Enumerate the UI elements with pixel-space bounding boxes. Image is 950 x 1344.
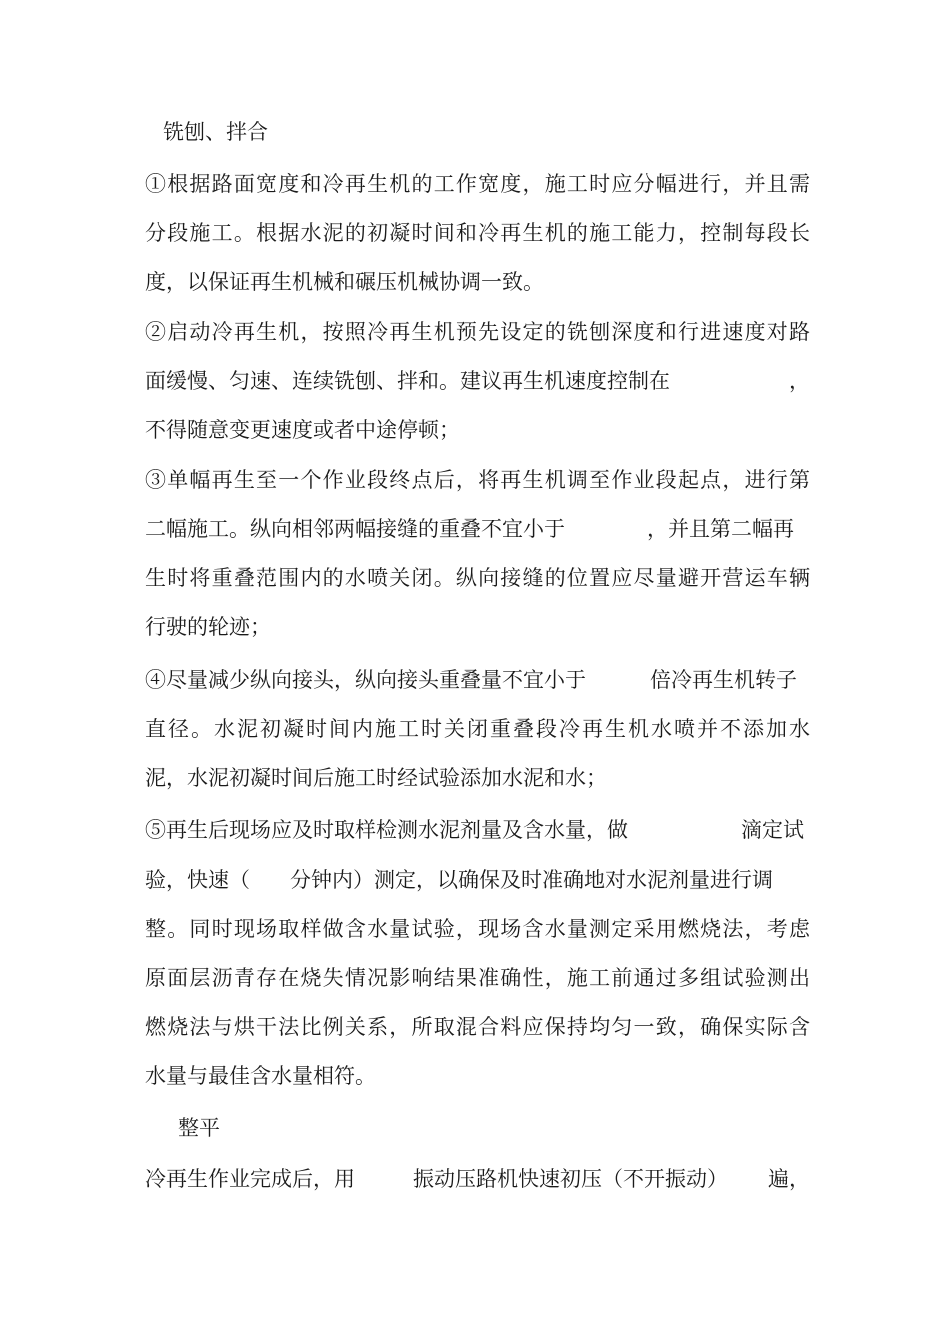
paragraph-2-line-2-text: 面缓慢、匀速、连续铣刨、拌和。建议再生机速度控制在 <box>145 369 670 393</box>
paragraph-5-line-6: 水量与最佳含水量相符。 <box>145 1064 376 1088</box>
section-heading-leveling: 整平 <box>178 1116 220 1140</box>
paragraph-2-line-3: 不得随意变更速度或者中途停顿； <box>145 418 460 442</box>
paragraph-2-line-2 <box>145 361 810 401</box>
paragraph-5-line-1 <box>145 810 810 850</box>
paragraph-5-line-3: 整。同时现场取样做含水量试验，现场含水量测定采用燃烧法，考虑 <box>145 917 810 941</box>
paragraph-3-line-3: 生时将重叠范围内的水喷关闭。纵向接缝的位置应尽量避开营运车辆 <box>145 566 810 590</box>
paragraph-5-line-2 <box>145 860 810 900</box>
section-heading-milling-mixing: 铣刨、拌合 <box>163 120 268 144</box>
paragraph-5-line-2-text-b: 分钟内）测定，以确保及时准确地对水泥剂量进行调 <box>290 868 773 892</box>
paragraph-5-line-5: 燃烧法与烘干法比例关系，所取混合料应保持均匀一致，确保实际含 <box>145 1015 810 1039</box>
paragraph-5-line-4: 原面层沥青存在烧失情况影响结果准确性，施工前通过多组试验测出 <box>145 966 810 990</box>
paragraph-6-line-1-text-c: 遍， <box>768 1167 810 1191</box>
paragraph-3-line-2-text-b: ，并且第二幅再 <box>647 517 794 541</box>
paragraph-1-line-2: 分段施工。根据水泥的初凝时间和冷再生机的施工能力，控制每段长 <box>145 221 810 245</box>
paragraph-5-line-1-text-b: 滴定试 <box>741 818 804 842</box>
paragraph-3-line-4: 行驶的轮迹； <box>145 615 271 639</box>
paragraph-2-line-1: ②启动冷再生机，按照冷再生机预先设定的铣刨深度和行进速度对路 <box>145 320 810 344</box>
paragraph-3-line-2 <box>145 509 810 549</box>
paragraph-2-line-2-comma: ， <box>789 369 810 393</box>
paragraph-4-line-1-text-a: ④尽量减少纵向接头，纵向接头重叠量不宜小于 <box>145 668 586 692</box>
paragraph-5-line-1-text-a: ⑤再生后现场应及时取样检测水泥剂量及含水量，做 <box>145 818 628 842</box>
paragraph-4-line-3: 泥，水泥初凝时间后施工时经试验添加水泥和水； <box>145 766 607 790</box>
paragraph-6-line-1-text-b: 振动压路机快速初压（不开振动） <box>413 1167 728 1191</box>
paragraph-5-line-2-text-a: 验，快速（ <box>145 868 250 892</box>
paragraph-6-line-1 <box>145 1159 810 1199</box>
paragraph-4-line-1 <box>145 660 810 700</box>
paragraph-1-line-1: ①根据路面宽度和冷再生机的工作宽度，施工时应分幅进行，并且需 <box>145 172 810 196</box>
paragraph-3-line-1: ③单幅再生至一个作业段终点后，将再生机调至作业段起点，进行第 <box>145 468 810 492</box>
paragraph-3-line-2-text-a: 二幅施工。纵向相邻两幅接缝的重叠不宜小于 <box>145 517 565 541</box>
paragraph-4-line-1-text-b: 倍冷再生机转子 <box>650 668 797 692</box>
paragraph-4-line-2: 直径。水泥初凝时间内施工时关闭重叠段冷再生机水喷并不添加水 <box>145 717 810 741</box>
paragraph-1-line-3: 度，以保证再生机械和碾压机械协调一致。 <box>145 270 544 294</box>
paragraph-6-line-1-text-a: 冷再生作业完成后，用 <box>145 1167 355 1191</box>
